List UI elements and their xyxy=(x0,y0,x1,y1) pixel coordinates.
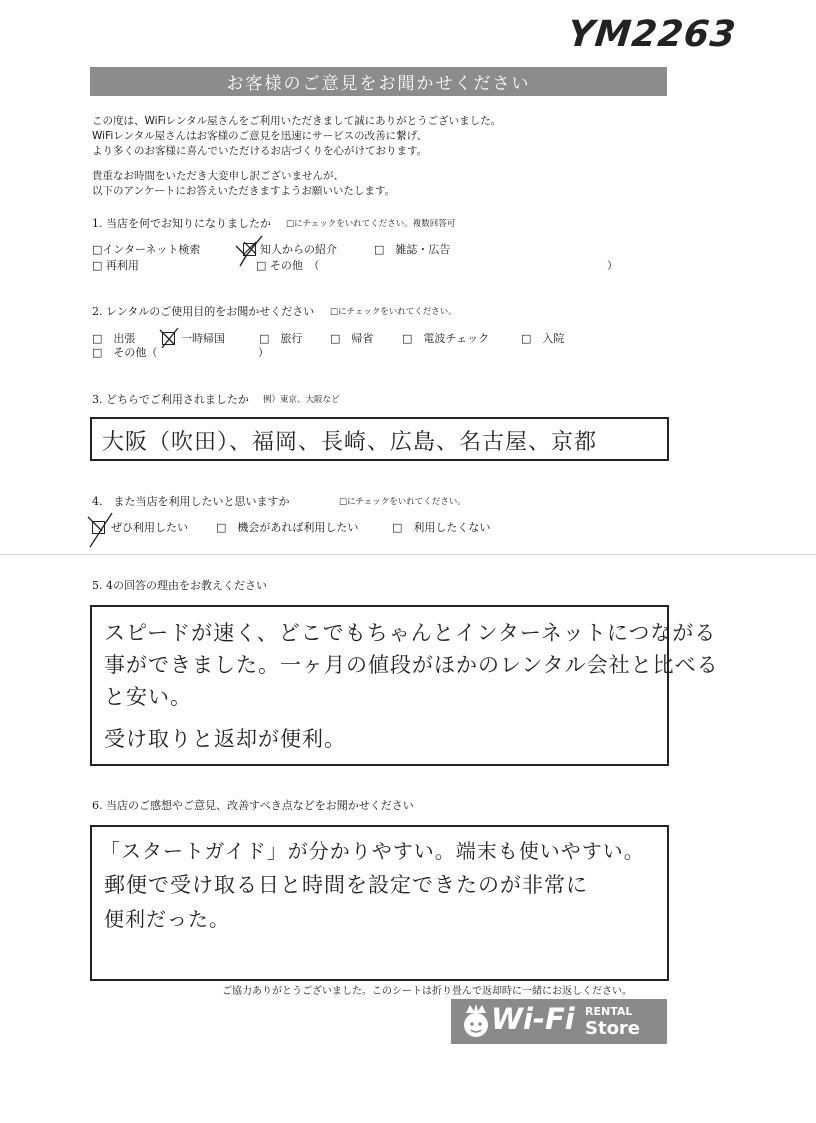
q4-definitely-label: ぜひ利用したい xyxy=(111,521,188,534)
q1-referral-label: 知人からの紹介 xyxy=(260,243,337,256)
intro-line-1: この度は、WiFiレンタル屋さんをご利用いただきまして誠にありがとうございました。 xyxy=(92,115,502,127)
divider xyxy=(0,554,816,555)
q1-option-other[interactable]: □ その他 （ xyxy=(256,259,320,272)
q3-title: 3. どちらでご利用されましたか xyxy=(92,393,249,406)
crown-mascot-icon xyxy=(459,1003,493,1039)
q2-option-business[interactable]: □ 出張 xyxy=(92,332,136,345)
q2-option-hospital[interactable]: □ 入院 xyxy=(521,332,565,345)
q6-title: 6. 当店のご感想やご意見、改善すべき点などをお聞かせください xyxy=(92,799,414,812)
q3-note: 例）東京、大阪など xyxy=(263,395,340,405)
q2-option-visit-home[interactable]: □ 帰省 xyxy=(330,332,374,345)
q5-answer-line: と安い。 xyxy=(104,685,192,709)
q1-option-reuse[interactable]: □ 再利用 xyxy=(92,259,139,272)
intro-line-5: 以下のアンケートにお答えいただきますようお願いいたします。 xyxy=(92,185,396,197)
q1-note: □にチェックをいれてください。複数回答可 xyxy=(286,219,456,229)
q6-answer-line: 「スタートガイド」が分かりやすい。端末も使いやすい。 xyxy=(100,839,645,863)
q4-check-mark-icon xyxy=(84,511,114,549)
q2-option-signal-check[interactable]: □ 電波チェック xyxy=(402,332,490,345)
intro-line-4: 貴重なお時間をいただき大変申し訳ございませんが、 xyxy=(92,170,344,182)
q2-other-close: ） xyxy=(258,346,269,359)
q1-option-magazine[interactable]: □ 雑誌・広告 xyxy=(374,243,451,256)
logo-store-text: Store xyxy=(585,1018,641,1039)
q6-answer-box[interactable] xyxy=(90,825,669,981)
q4-option-if-chance[interactable]: □ 機会があれば利用したい xyxy=(216,521,359,534)
intro-line-3: より多くのお客様に喜んでいただけるお店づくりを心がけております。 xyxy=(92,145,428,157)
q4-option-no[interactable]: □ 利用したくない xyxy=(392,521,491,534)
q1-other-close: ） xyxy=(607,259,618,272)
q5-answer-line: スピードが速く、どこでもちゃんとインターネットにつながる xyxy=(104,621,717,645)
q6-answer-line: 便利だった。 xyxy=(104,907,230,931)
q4-title: 4. また当店を利用したいと思いますか xyxy=(92,495,290,508)
intro-line-2: WiFiレンタル屋さんはお客様のご意見を迅速にサービスの改善に繋げ、 xyxy=(92,130,428,142)
page-title: お客様のご意見をお聞かせください xyxy=(90,67,667,96)
q2-option-other[interactable]: □ その他（ xyxy=(92,346,158,359)
q2-check-mark-icon xyxy=(158,326,182,352)
q5-answer-box[interactable] xyxy=(90,605,719,766)
q2-title: 2. レンタルのご使用目的をお聞かせください xyxy=(92,305,315,318)
logo-rental-text: RENTAL xyxy=(585,1005,633,1018)
logo-wifi-text: Wi-Fi xyxy=(491,1002,575,1036)
document-id: YM2263 xyxy=(565,14,739,55)
q6-answer-line: 郵便で受け取る日と時間を設定できたのが非常に xyxy=(104,873,588,897)
brand-logo xyxy=(451,999,667,1044)
q1-title: 1. 当店を何でお知りになりましたか xyxy=(92,217,271,230)
q1-option-internet[interactable]: □インターネット検索 xyxy=(92,243,201,256)
q3-answer-text: 大阪（吹田）、福岡、長崎、広島、名古屋、京都 xyxy=(102,430,598,455)
q3-answer-box[interactable] xyxy=(90,417,669,461)
q4-note: □にチェックをいれてください。 xyxy=(339,497,466,507)
thanks-note: ご協力ありがとうございました。このシートは折り畳んで返却時に一緒にお返しください。 xyxy=(222,986,632,997)
q2-option-travel[interactable]: □ 旅行 xyxy=(259,332,303,345)
q5-title: 5. 4の回答の理由をお教えください xyxy=(92,579,267,592)
q5-answer-line: 事ができました。一ヶ月の値段がほかのレンタル会社と比べる xyxy=(104,653,719,677)
q2-homecoming-label: 一時帰国 xyxy=(181,332,225,345)
q5-answer-line: 受け取りと返却が便利。 xyxy=(104,727,346,751)
q2-note: □にチェックをいれてください。 xyxy=(330,307,457,317)
